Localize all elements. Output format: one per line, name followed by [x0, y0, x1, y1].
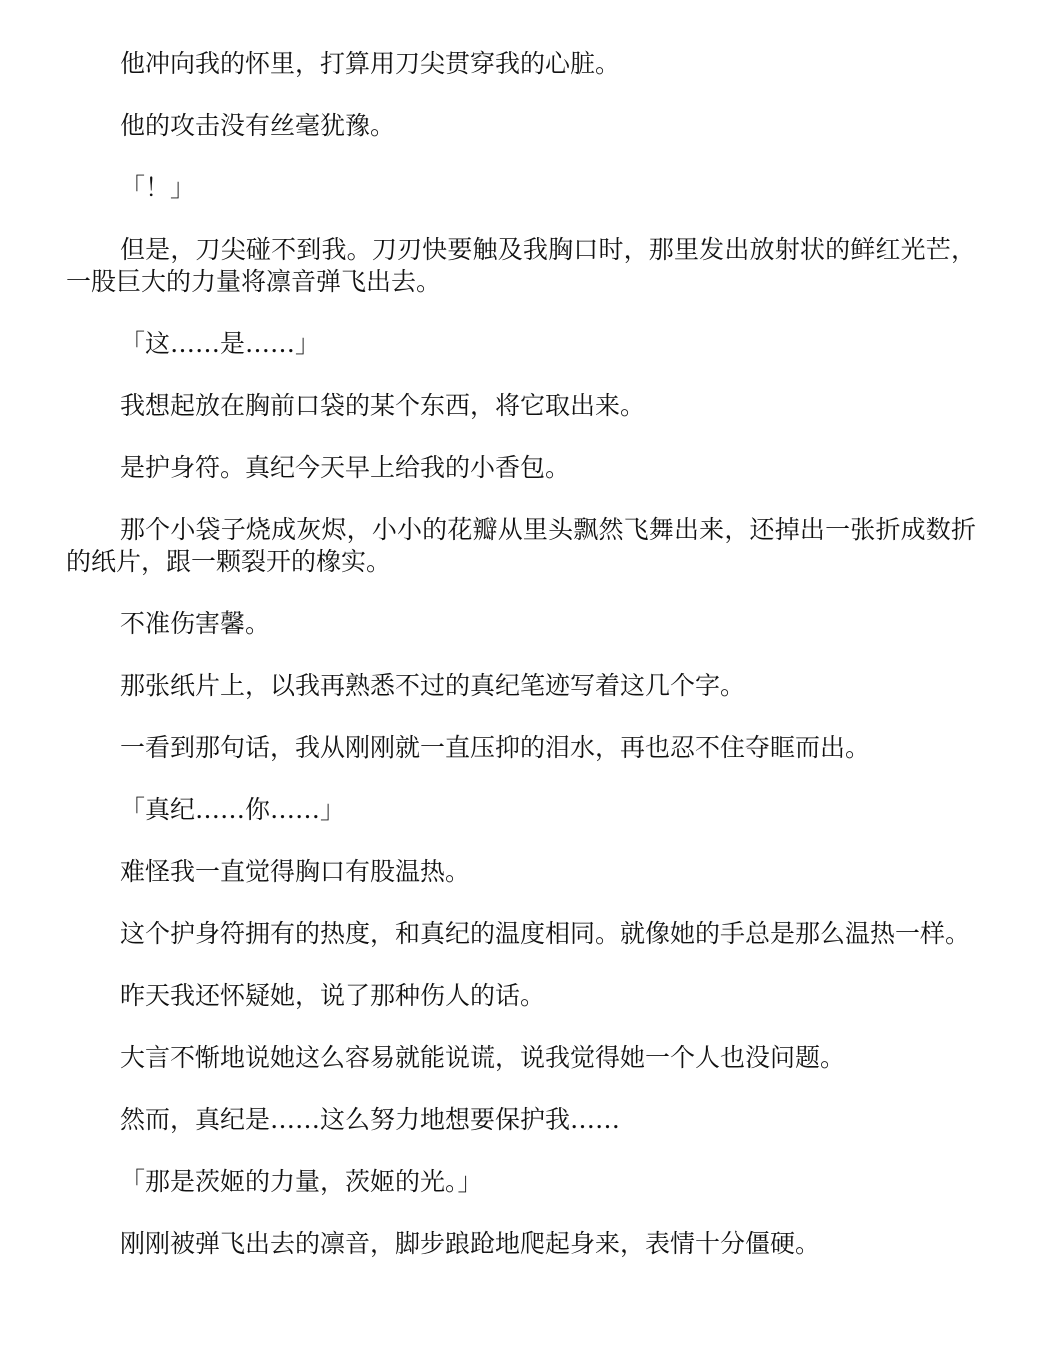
paragraph: 「真纪……你……」 — [120, 795, 346, 824]
paragraph: 然而，真纪是……这么努力地想要保护我…… — [120, 1105, 621, 1134]
paragraph: 「那是茨姬的力量，茨姬的光。」 — [120, 1167, 483, 1196]
paragraph: 昨天我还怀疑她，说了那种伤人的话。 — [120, 981, 546, 1010]
paragraph: 他冲向我的怀里，打算用刀尖贯穿我的心脏。 — [120, 49, 621, 78]
paragraph: 那张纸片上，以我再熟悉不过的真纪笔迹写着这几个字。 — [120, 671, 746, 700]
paragraph: 刚刚被弹飞出去的凛音，脚步踉跄地爬起身来，表情十分僵硬。 — [120, 1229, 821, 1258]
paragraph: 他的攻击没有丝毫犹豫。 — [120, 111, 396, 140]
paragraph: 难怪我一直觉得胸口有股温热。 — [120, 857, 471, 886]
paragraph: 那个小袋子烧成灰烬，小小的花瓣从里头飘然飞舞出来，还掉出一张折成数折的纸片，跟一颗裂开的橡实。 — [66, 515, 976, 576]
paragraph: 「！」 — [120, 173, 196, 202]
paragraph: 是护身符。真纪今天早上给我的小香包。 — [120, 453, 571, 482]
paragraph: 这个护身符拥有的热度，和真纪的温度相同。就像她的手总是那么温热一样。 — [120, 919, 971, 948]
paragraph: 不准伤害馨。 — [120, 609, 271, 638]
paragraph: 「这……是……」 — [120, 329, 321, 358]
document-page — [66, 48, 976, 1290]
paragraph: 一看到那句话，我从刚刚就一直压抑的泪水，再也忍不住夺眶而出。 — [120, 733, 871, 762]
paragraph: 但是，刀尖碰不到我。刀刃快要触及我胸口时，那里发出放射状的鲜红光芒，一股巨大的力量将凛音弹飞出去。 — [66, 235, 976, 296]
paragraph: 大言不惭地说她这么容易就能说谎，说我觉得她一个人也没问题。 — [120, 1043, 846, 1072]
paragraph: 我想起放在胸前口袋的某个东西，将它取出来。 — [120, 391, 646, 420]
